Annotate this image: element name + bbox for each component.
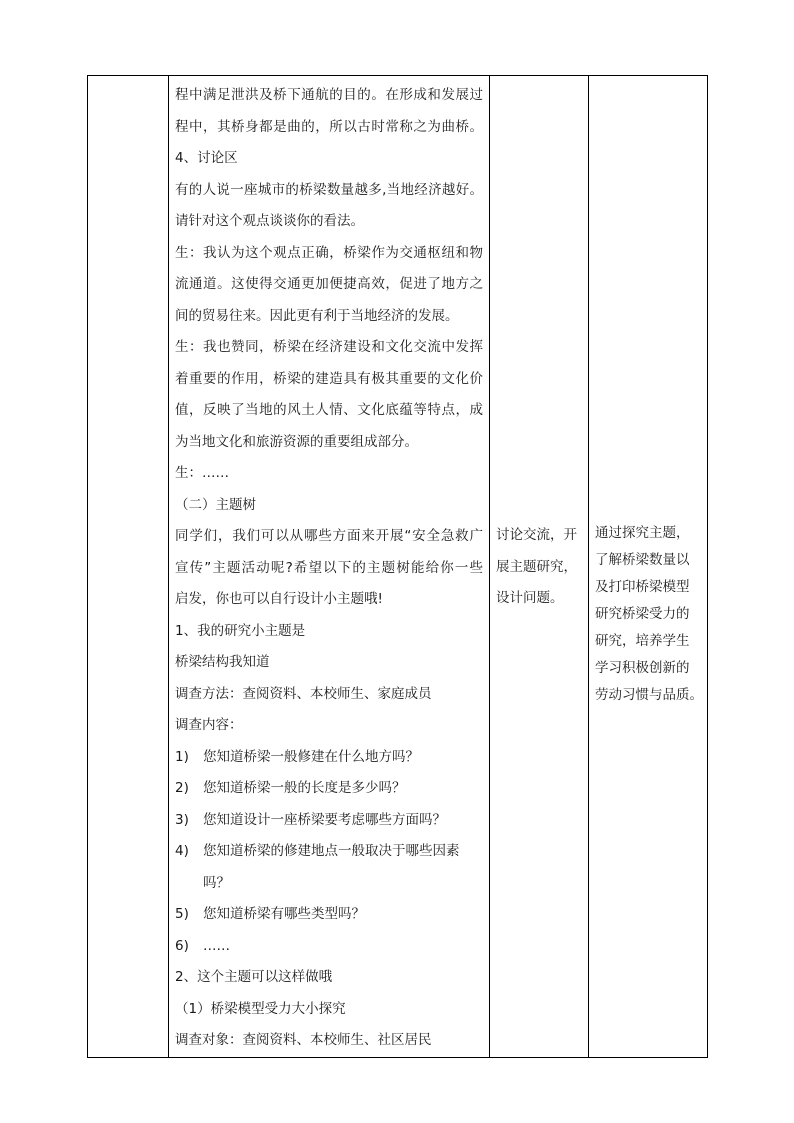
content-line: 调查对象：查阅资料、本校师生、社区居民 [175,1032,432,1048]
question-number: 5) [175,906,189,922]
section-heading: （二）主题树 [175,496,256,513]
teaching-content-cell [169,76,490,1058]
intent-line: 学习积极创新的 [595,660,690,676]
question-item [175,742,483,774]
question-text: 您知道设计一座桥梁要考虑哪些方面吗？ [203,811,446,828]
content-line: 着重要的作用，桥梁的建造具有极其重要的文化价 [175,370,483,387]
question-item [175,773,483,805]
question-number: 3) [175,811,189,828]
activity-line: 讨论交流，开 [496,527,577,543]
section-heading: 4、讨论区 [175,150,238,166]
content-line: 调查方法：查阅资料、本校师生、家庭成员 [175,685,432,702]
section-heading: 1、我的研究小主题是 [175,622,306,639]
design-intent-cell [589,76,708,1058]
question-item [175,931,483,963]
content-line: 生：…… [175,465,229,481]
section-heading: 2、这个主题可以这样做哦 [175,969,333,985]
content-line: 同学们，我们可以从哪些方面来开展“安全急救广 [175,528,483,544]
question-text: 您知道桥梁一般修建在什么地方吗？ [203,748,419,765]
content-line: 调查内容： [175,717,243,733]
student-activity-cell [490,76,589,1058]
question-item [175,805,483,837]
intent-line: 研究，培养学生 [595,633,690,649]
content-line: 为当地文化和旅游资源的重要组成部分。 [175,433,418,450]
content-line: 桥梁结构我知道 [175,654,270,670]
question-number: 4) [175,843,189,859]
content-line: 流通道。这使得交通更加便捷高效，促进了地方之 [175,276,483,292]
lesson-plan-table [87,75,708,1058]
intent-line: 通过探究主题， [595,525,690,541]
question-text: 吗？ [203,874,230,891]
question-text: 您知道桥梁一般的长度是多少吗？ [203,780,406,796]
content-line: 有的人说一座城市的桥梁数量越多,当地经济越好。 [175,181,483,198]
content-line: 生：我也赞同，桥梁在经济建设和文化交流中发挥 [175,339,483,355]
question-number: 6) [175,937,189,954]
content-line: 宣传”主题活动呢?希望以下的主题树能给你一些 [175,559,483,576]
content-line: 间的贸易往来。因此更有利于当地经济的发展。 [175,307,459,324]
table-row [88,76,708,1058]
question-text: 您知道桥梁的修建地点一般取决于哪些因素 [203,843,460,859]
question-item [175,899,483,931]
question-text: 您知道桥梁有哪些类型吗？ [203,906,365,922]
activity-line: 设计问题。 [496,590,564,606]
question-text: …… [203,937,230,954]
empty-left-cell [88,76,169,1058]
intent-line: 劳动习惯与品质。 [595,687,703,703]
content-line: 值，反映了当地的风土人情、文化底蕴等特点，成 [175,402,483,418]
content-line: 请针对这个观点谈谈你的看法。 [175,213,364,229]
question-item [175,836,483,868]
intent-line: 及打印桥梁模型 [595,579,690,595]
content-line: （1）桥梁模型受力大小探究 [175,1000,346,1017]
intent-line: 了解桥梁数量以 [595,552,690,568]
intent-line: 研究桥梁受力的 [595,606,690,622]
content-line: 程中，其桥身都是曲的，所以古时常称之为曲桥。 [175,118,483,135]
question-item [175,868,483,900]
content-line: 生：我认为这个观点正确，桥梁作为交通枢纽和物 [175,244,483,261]
question-number: 1) [175,748,189,765]
content-line: 程中满足泄洪及桥下通航的目的。在形成和发展过 [175,87,483,103]
content-line: 启发，你也可以自行设计小主题哦! [175,591,383,607]
question-number: 2) [175,780,189,796]
activity-line: 展主题研究， [496,558,577,575]
